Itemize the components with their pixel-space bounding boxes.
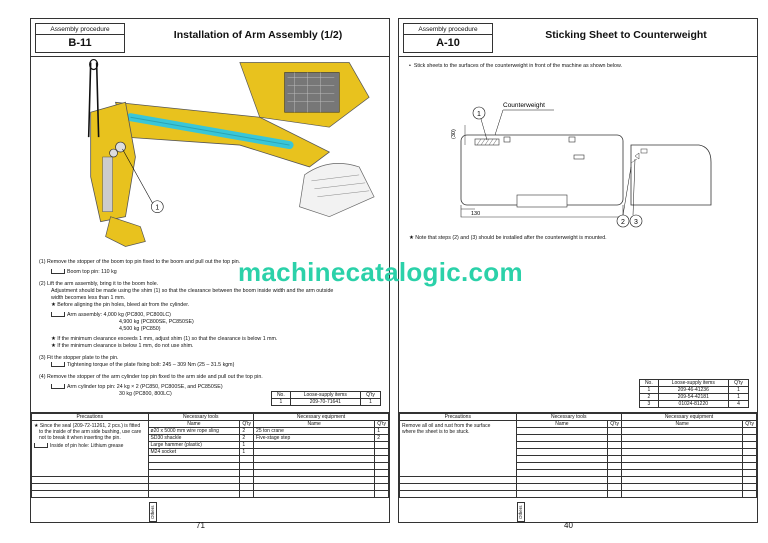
equipment-heading: Necessary equipment <box>622 414 757 421</box>
watermark-text: machinecatalogic.com <box>238 257 523 287</box>
step-4-weight-2: 30 kg (PC800, 800LC) <box>119 391 172 397</box>
table-row: 1 209-46-41236 1 <box>640 387 749 394</box>
torque-wrench-icon <box>51 362 65 367</box>
left-bottom-section <box>31 412 389 522</box>
step-2-note-2: ★ If the minimum clearance exceeds 1 mm, adjust shim (1) so that the clearance is below 1 mm. <box>51 336 278 342</box>
table-row <box>400 477 757 484</box>
table-row: 3 01024-81220 4 <box>640 401 749 408</box>
right-loose-supply-table <box>639 379 749 408</box>
counterweight-label: Counterweight <box>503 102 545 109</box>
left-procedure-code: B-11 <box>68 37 92 49</box>
table-row: 2 209-54-42181 1 <box>640 394 749 401</box>
right-precautions-cell: Remove all oil and rust from the surface where the sheet is to be stuck. <box>400 421 517 477</box>
step-1: (1) Remove the stopper of the boom top pin fixed to the boom and pull out the top pin. <box>39 259 241 265</box>
right-procedure-label: Assembly procedure <box>404 24 492 35</box>
step-2-note-3: ★ If the minimum clearance is below 1 mm, do not use shim. <box>51 343 194 349</box>
dim-30-label: (30) <box>451 129 457 139</box>
step-1-weight: Boom top pin: 110 kg <box>39 269 333 276</box>
step-3-torque: Tightening torque of the plate fixing bolt: 245 – 309 Nm (25 – 31.5 kgm) <box>39 362 333 369</box>
right-page-title: Sticking Sheet to Counterweight <box>545 29 707 41</box>
right-callout-3: 3 <box>634 219 638 226</box>
table-row: Large hammer (plastic) 1 <box>32 442 389 449</box>
loose-col-qty: Q'ty <box>728 380 748 387</box>
equipment-heading: Necessary equipment <box>254 414 389 421</box>
step-2: (2) Lift the arm assembly, bring it to the boom hole. <box>39 281 159 287</box>
table-row <box>32 477 389 484</box>
left-others-label: Others <box>149 502 157 522</box>
step-3: (3) Fit the stopper plate to the pin. <box>39 355 119 361</box>
table-row: SD30 shackle 2 Five-stage step 2 <box>32 435 389 442</box>
precautions-heading: Precautions <box>32 414 149 421</box>
loose-col-no: No. <box>640 380 659 387</box>
table-row <box>32 491 389 498</box>
left-requirements-table: Precautions Necessary tools Necessary equipment ★ Since the seal (209-72-11261, 2 pcs.) is fitted to the inside of the arm side bushing, use care not to break it when inserting the pin. Inside of pin hole: Lithium grease Name Q'ty Name Q'ty ø20 x 5000 mm wire rope sling 2 25 ton crane 1 SD30 shackle 2 Five-stage step 2 Large hammer (plastic) 1 M24 socket 1 <box>31 413 389 498</box>
loose-col-items: Loose-supply items <box>658 380 728 387</box>
right-requirements-table: Precautions Necessary tools Necessary equipment Remove all oil and rust from the surface where the sheet is to be stuck. Name Q'ty Name Q'ty <box>399 413 757 498</box>
dim-130-label: 130 <box>471 211 481 217</box>
left-procedure-label: Assembly procedure <box>36 24 124 35</box>
step-2-weight-3: 4,500 kg (PC850) <box>119 326 161 332</box>
right-header <box>399 19 757 57</box>
left-page-number: 71 <box>196 521 205 530</box>
tools-heading: Necessary tools <box>148 414 254 421</box>
right-intro: • Stick sheets to the surfaces of the counterweight in front of the machine as shown below. <box>409 63 622 69</box>
left-page-title: Installation of Arm Assembly (1/2) <box>173 29 343 41</box>
weight-icon <box>51 269 65 274</box>
right-bottom-section <box>399 412 757 522</box>
right-others-label: Others <box>517 502 525 522</box>
table-row: ø20 x 5000 mm wire rope sling 2 25 ton crane 1 <box>32 428 389 435</box>
weight-icon <box>51 312 65 317</box>
left-precautions-cell: ★ Since the seal (209-72-11261, 2 pcs.) is fitted to the inside of the arm side bushing, use care not to break it when inserting the pin. Inside of pin hole: Lithium grease <box>32 421 149 477</box>
step-4: (4) Remove the stopper of the arm cylinder top pin fixed to the arm side and pull out the top pin. <box>39 374 263 380</box>
loose-col-items: Loose-supply items <box>290 392 360 399</box>
table-row: 1 209-70-71641 1 <box>272 399 381 406</box>
left-procedure-box <box>35 23 125 53</box>
tools-heading: Necessary tools <box>516 414 621 421</box>
arm-assembly-illustration <box>31 57 389 255</box>
right-note: ★ Note that steps (2) and (3) should be installed after the counterweight is mounted. <box>409 235 607 241</box>
left-loose-supply-table <box>271 391 381 406</box>
right-procedure-box <box>403 23 493 53</box>
step-2-line-1: Adjustment should be made using the shim (1) so that the clearance between the boom inside width and the arm outside <box>51 288 334 294</box>
left-header <box>31 19 389 57</box>
left-callout-1: 1 <box>155 204 160 212</box>
table-row: M24 socket 1 <box>32 449 389 456</box>
step-2-note: ★ Before aligning the pin holes, bleed air from the cylinder. <box>51 302 190 308</box>
loose-col-no: No. <box>272 392 291 399</box>
precautions-heading: Precautions <box>400 414 517 421</box>
right-callout-2: 2 <box>621 219 625 226</box>
right-callout-1: 1 <box>477 111 481 118</box>
right-page-number: 40 <box>564 521 573 530</box>
table-row <box>32 484 389 491</box>
weight-icon <box>51 384 65 389</box>
grease-icon <box>34 443 48 448</box>
table-row <box>400 491 757 498</box>
table-row <box>400 484 757 491</box>
step-2-weight: Arm assembly: 4,000 kg (PC800, PC800LC) <box>39 312 333 319</box>
loose-col-qty: Q'ty <box>360 392 380 399</box>
counterweight-diagram <box>399 77 759 237</box>
step-2-weight-2: 4,900 kg (PC800SE, PC850SE) <box>119 319 194 325</box>
step-2-line-2: width becomes less than 1 mm. <box>51 295 126 301</box>
step-4-weight: Arm cylinder top pin: 24 kg × 2 (PC850, PC800SE, and PC850SE) <box>39 384 333 391</box>
right-procedure-code: A-10 <box>436 37 460 49</box>
